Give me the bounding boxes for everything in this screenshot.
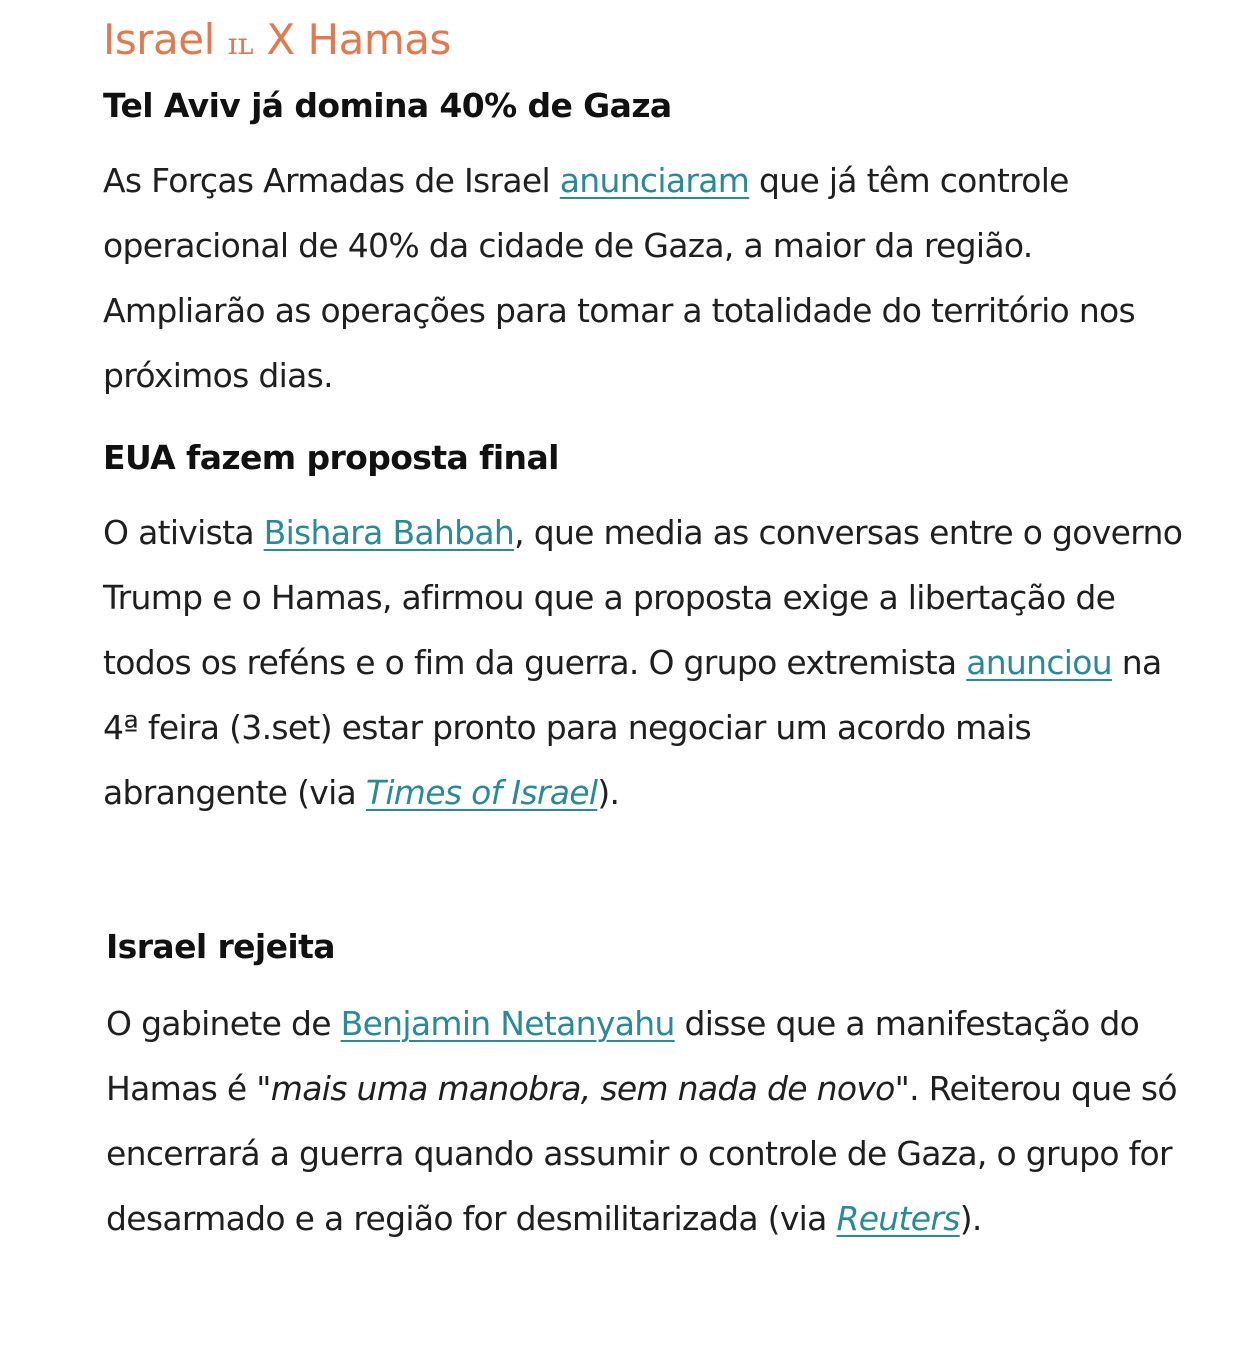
link-bishara-bahbah[interactable]: Bishara Bahbah [263, 513, 515, 552]
news-item-heading: Tel Aviv já domina 40% de Gaza [103, 86, 672, 125]
body-text: , que media as conversas entre o governo Trump e o Hamas, afirmou que a proposta exige a libertação de todos os reféns e o fim da guerra. O grupo extremista [103, 513, 1183, 682]
quote-text: "mais uma manobra, sem nada de novo" [256, 1069, 910, 1108]
news-item-gaza-control [103, 84, 1193, 408]
link-anunciou[interactable]: anunciou [966, 643, 1112, 682]
body-text: ). [959, 1199, 982, 1238]
body-text: As Forças Armadas de Israel [103, 161, 560, 200]
link-reuters[interactable]: Reuters [836, 1199, 960, 1238]
link-benjamin-netanyahu[interactable]: Benjamin Netanyahu [340, 1004, 675, 1043]
news-item-body [106, 991, 1196, 1251]
news-item-heading: Israel rejeita [106, 927, 335, 966]
news-item-us-proposal [103, 436, 1193, 825]
section-title-pre: Israel [103, 15, 228, 64]
news-item-body [103, 148, 1193, 408]
link-times-of-israel[interactable]: Times of Israel [365, 773, 598, 812]
body-text: ). [597, 773, 620, 812]
israel-flag-icon: ɪʟ [227, 27, 254, 62]
body-text: O gabinete de [106, 1004, 341, 1043]
body-text: que já têm controle operacional de 40% da cidade de Gaza, a maior da região. Ampliarão as operações para tomar a totalidade do território nos próximos dias. [103, 161, 1136, 395]
news-item-heading: EUA fazem proposta final [103, 438, 559, 477]
news-item-body [103, 500, 1193, 825]
body-text: . Reiterou que só encerrará a guerra quando assumir o controle de Gaza, o grupo for desarmado e a região for desmilitarizada (via [106, 1069, 1177, 1238]
body-text: disse que a manifestação do Hamas é [106, 1004, 1140, 1108]
body-text: O ativista [103, 513, 264, 552]
section-title [103, 12, 451, 73]
link-anunciaram[interactable]: anunciaram [559, 161, 750, 200]
section-title-post: X Hamas [253, 15, 451, 64]
news-item-israel-rejects [106, 925, 1196, 1251]
body-text: na 4ª feira (3.set) estar pronto para negociar um acordo mais abrangente (via [103, 643, 1162, 812]
